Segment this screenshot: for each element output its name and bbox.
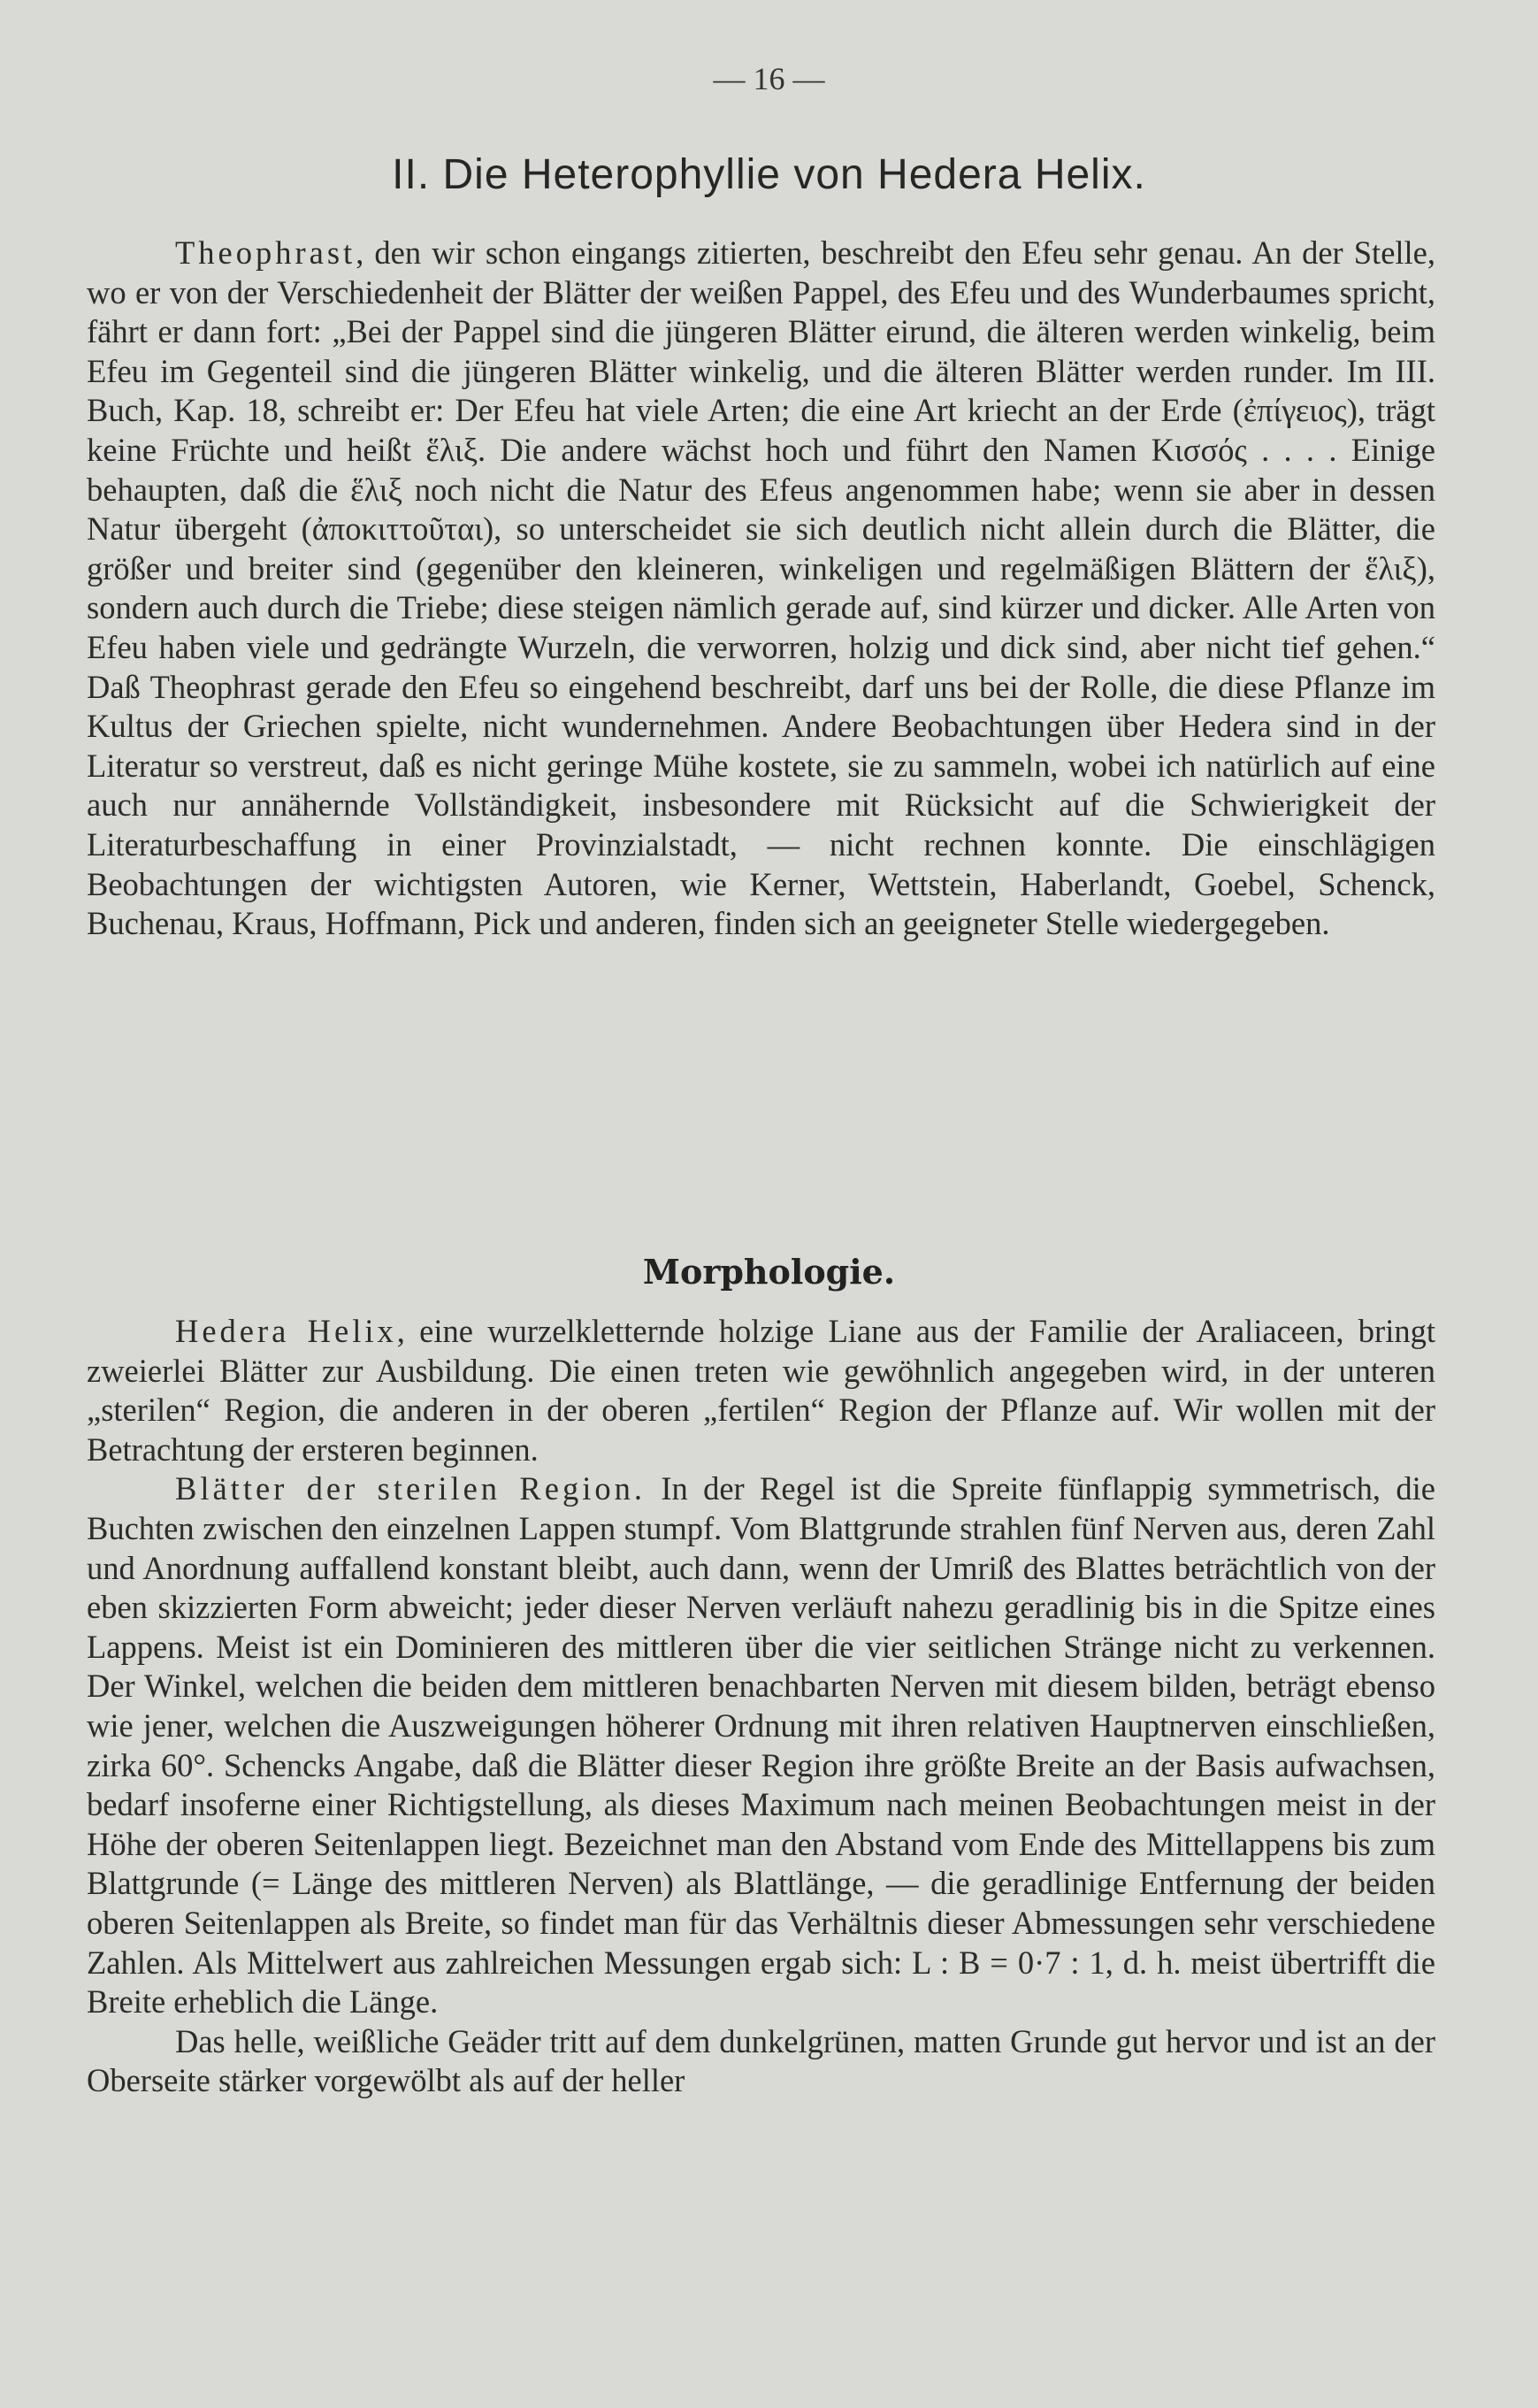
paragraph-body: , eine wurzelkletternde holzige Liane aus der Familie der Araliaceen, bringt zweierlei Blätter zur Ausbildung. Die einen treten wie gewöhnlich angegeben wird, in der unteren „sterilen“ Region, die anderen in der oberen „fertilen“ Region der Pflanze auf. Wir wollen mit der Betrachtung der ersteren beginnen. bbox=[87, 1313, 1435, 1468]
section-title: II. Die Heterophyllie von Hedera Helix. bbox=[392, 151, 1146, 198]
paragraph-body: In der Regel ist die Spreite fünflappig symmetrisch, die Buchten zwischen den einzelnen Lappen stumpf. Vom Blattgrunde strahlen fünf Nerven aus, deren Zahl und Anordnung auffallend konstant bleibt, auch dann, wenn der Umriß des Blattes beträchtlich von der eben skizzierten Form abweicht; jeder dieser Nerven verläuft nahezu geradlinig bis in die Spitze eines Lappens. Meist ist ein Dominieren des mittleren über die vier seitlichen Stränge nicht zu verkennen. Der Winkel, welchen die beiden dem mittleren benachbarten Nerven mit diesem bilden, beträgt ebenso wie jener, welchen die Auszweigungen höherer Ordnung mit ihren relativen Hauptnerven einschließen, zirka 60°. Schencks Angabe, daß die Blätter dieser Region ihre größte Breite an der Basis aufwachsen, bedarf insoferne einer Richtigstellung, als dieses Maximum nach meinen Beobachtungen meist in der Höhe der oberen Seitenlappen liegt. Bezeichnet man den Abstand vom Ende des Mittellappens bis zum Blattgrunde (= Länge des mittleren Nerven) als Blattlänge, — die geradlinige Entfernung der beiden oberen Seitenlappen als Breite, so findet man für das Verhältnis dieser Abmessungen sehr verschiedene Zahlen. Als Mittelwert aus zahlreichen Messungen ergab sich: L : B = 0·7 : 1, d. h. meist übertrifft die Breite erheblich die Länge. bbox=[87, 1470, 1435, 2021]
paragraph-body: , den wir schon eingangs zitierten, beschreibt den Efeu sehr genau. An der Stelle, wo er von der Verschiedenheit der Blätter der weißen Pappel, des Efeu und des Wunderbaumes spricht, fährt er dann fort: „Bei der Pappel sind die jüngeren Blätter eirund, die älteren werden winkelig, beim Efeu im Gegenteil sind die jüngeren Blätter winkelig, und die älteren Blätter werden runder. Im III. Buch, Kap. 18, schreibt er: Der Efeu hat viele Arten; die eine Art kriecht an der Erde (ἐπίγειος), trägt keine Früchte und heißt ἕλιξ. Die andere wächst hoch und führt den Namen Κισσός . . . . Einige behaupten, daß die ἕλιξ noch nicht die Natur des Efeus angenommen habe; wenn sie aber in dessen Natur übergeht (ἀποκιττοῦται), so unterscheidet sie sich deutlich nicht allein durch die Blätter, die größer und breiter sind (gegenüber den kleineren, winkeligen und regelmäßigen Blättern der ἕλιξ), sondern auch durch die Triebe; diese steigen nämlich gerade auf, sind kürzer und dicker. Alle Arten von Efeu haben viele und gedrängte Wurzeln, die verworren, holzig und dick sind, aber nicht tief gehen.“ Daß Theophrast gerade den Efeu so eingehend beschreibt, darf uns bei der Rolle, die diese Pflanze im Kultus der Griechen spielte, nicht wundernehmen. Andere Beobachtungen über Hedera sind in der Literatur so verstreut, daß es nicht geringe Mühe kostete, sie zu sammeln, wobei ich natürlich auf eine auch nur annähernde Vollständigkeit, insbesondere mit Rücksicht auf die Schwierigkeit der Literaturbeschaffung in einer Provinzialstadt, — nicht rechnen konnte. Die einschlägigen Beobachtungen der wichtigsten Autoren, wie Kerner, Wettstein, Haberlandt, Goebel, Schenck, Buchenau, Kraus, Hoffmann, Pick und anderen, finden sich an geeigneter Stelle wiedergegeben. bbox=[87, 234, 1435, 942]
paragraph-lead: Blätter der sterilen Region. bbox=[175, 1470, 646, 1507]
page-number: — 16 — bbox=[713, 61, 825, 96]
paragraph-theophrast bbox=[87, 234, 1435, 944]
species-name: Hedera Helix bbox=[175, 1313, 397, 1349]
section-subheading: Morphologie. bbox=[642, 1252, 896, 1292]
paragraph-hedera-helix bbox=[87, 1312, 1435, 1469]
text-block-intro bbox=[87, 234, 1435, 944]
paragraph-sterile-region bbox=[87, 1469, 1435, 2021]
paragraph-venation: Das helle, weißliche Geäder tritt auf dem dunkelgrünen, matten Grunde gut hervor und ist an der Oberseite stärker vorgewölbt als auf der heller bbox=[87, 2022, 1435, 2099]
text-block-morphology bbox=[87, 1312, 1435, 2101]
author-name: Theophrast bbox=[175, 234, 356, 271]
